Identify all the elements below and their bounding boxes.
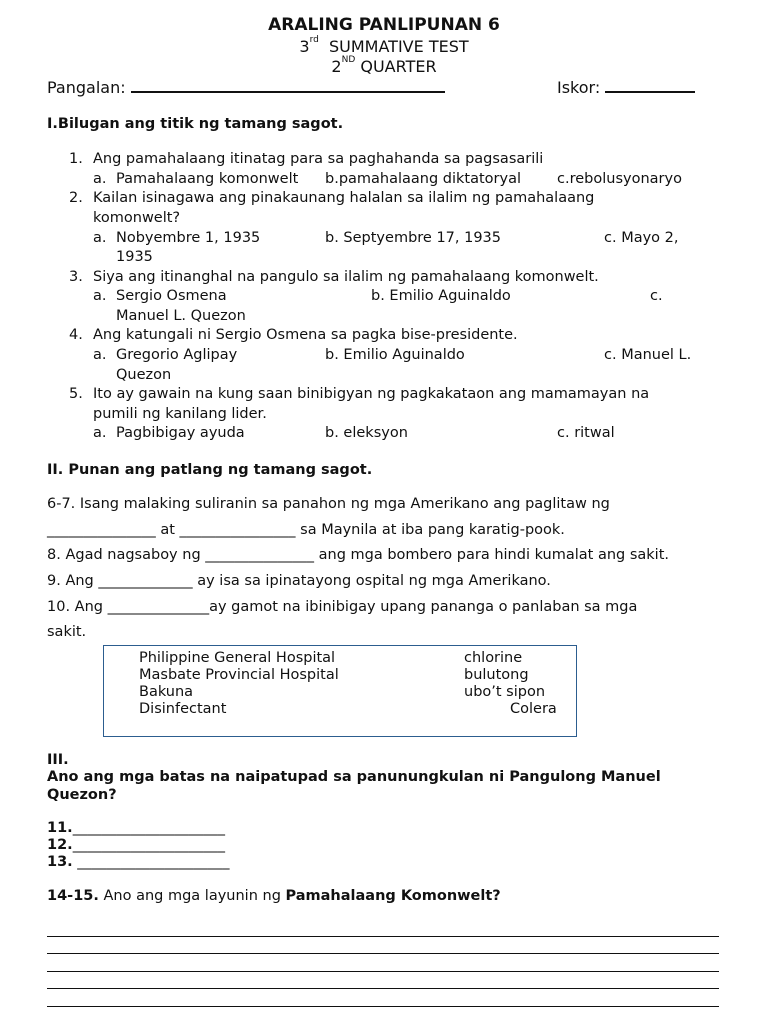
q67-tail: sa Maynila at iba pang karatig-pook. xyxy=(300,522,565,538)
q4-choice-b: b. Emilio Aguinaldo xyxy=(325,347,465,363)
q5-text-line1: Ito ay gawain na kung saan binibigyan ng pagkakataon ang mamamayan na xyxy=(93,386,650,402)
q5-choice-c: c. ritwal xyxy=(557,425,615,441)
part3-question: Ano ang mga batas na naipatupad sa panunungkulan ni Pangulong Manuel xyxy=(47,769,661,785)
q1-choice-a: Pamahalaang komonwelt xyxy=(116,171,299,187)
part3-heading: III. xyxy=(47,752,69,768)
q6-blank[interactable]: _______________ xyxy=(47,522,156,538)
q4-text: Ang katungali ni Sergio Osmena sa pagka bise-presidente. xyxy=(93,327,518,343)
q10-blank[interactable]: ______________ xyxy=(107,599,210,615)
q10-line2: sakit. xyxy=(47,624,87,640)
answer-line-1[interactable] xyxy=(47,936,719,937)
q10-tail: ay gamot na ibinibigay upang pananga o panlaban sa mga xyxy=(209,599,638,615)
q10-line xyxy=(47,599,637,615)
q1415-text: Ano ang mga layunin ng xyxy=(103,888,281,904)
q1-number: 1. xyxy=(69,151,83,167)
test-subtitle xyxy=(0,37,768,56)
test-title: ARALING PANLIPUNAN 6 xyxy=(268,15,500,35)
q1415-bold-text: Pamahalaang Komonwelt? xyxy=(285,888,501,904)
q2-choice-c-cont: 1935 xyxy=(116,249,153,265)
q2-a-letter: a. xyxy=(93,230,107,246)
q4-choice-c-cont: Quezon xyxy=(116,367,172,383)
quarter-line xyxy=(0,57,768,76)
q4-a-letter: a. xyxy=(93,347,107,363)
q4-number: 4. xyxy=(69,327,83,343)
q5-choice-b: b. eleksyon xyxy=(325,425,408,441)
q3-a-letter: a. xyxy=(93,288,107,304)
answer-12-blank[interactable]: _____________________ xyxy=(72,837,225,853)
test-label: SUMMATIVE TEST xyxy=(329,37,469,56)
q2-text-line2: komonwelt? xyxy=(93,210,181,226)
q3-choice-a: Sergio Osmena xyxy=(116,288,227,304)
q1-a-letter: a. xyxy=(93,171,107,187)
q9-blank[interactable]: _____________ xyxy=(98,573,193,589)
part1-heading: I.Bilugan ang titik ng tamang sagot. xyxy=(47,116,344,132)
choice-left-2: Masbate Provincial Hospital xyxy=(139,667,339,683)
q2-choice-b: b. Septyembre 17, 1935 xyxy=(325,230,502,246)
q2-number: 2. xyxy=(69,190,83,206)
choice-right-2: bulutong xyxy=(464,667,529,683)
name-label: Pangalan: xyxy=(47,78,126,97)
answer-line-5[interactable] xyxy=(47,1006,719,1007)
test-number: 3 xyxy=(299,37,310,56)
q8-start: 8. Agad nagsaboy ng xyxy=(47,547,201,563)
q8-tail: ang mga bombero para hindi kumalat ang sakit. xyxy=(318,547,669,563)
q8-line xyxy=(47,547,669,563)
choice-left-3: Bakuna xyxy=(139,684,194,700)
q2-text-line1: Kailan isinagawa ang pinakaunang halalan sa ilalim ng pamahalaang xyxy=(93,190,595,206)
q5-text-line2: pumili ng kanilang lider. xyxy=(93,406,267,422)
q67-at: at xyxy=(160,522,175,538)
q3-text: Siya ang itinanghal na pangulo sa ilalim ng pamahalaang komonwelt. xyxy=(93,269,599,285)
name-row xyxy=(47,77,445,97)
answer-12 xyxy=(47,837,225,853)
choice-right-1: chlorine xyxy=(464,650,523,666)
score-label: Iskor: xyxy=(557,78,601,97)
q3-choice-b: b. Emilio Aguinaldo xyxy=(371,288,511,304)
q5-choice-a: Pagbibigay ayuda xyxy=(116,425,245,441)
answer-11-blank[interactable]: _____________________ xyxy=(72,820,225,836)
q2-choice-a: Nobyembre 1, 1935 xyxy=(116,230,261,246)
answer-13 xyxy=(47,854,230,870)
q3-choice-c: c. xyxy=(650,288,663,304)
q1-choice-c: c.rebolusyonaryo xyxy=(557,171,682,187)
choice-right-4: Colera xyxy=(510,701,557,717)
q67-line2 xyxy=(47,522,565,538)
q3-choice-c-cont: Manuel L. Quezon xyxy=(116,308,246,324)
q1-choice-b: b.pamahalaang diktatoryal xyxy=(325,171,522,187)
test-number-suffix: rd xyxy=(309,35,319,45)
choice-right-3: ubo’t sipon xyxy=(464,684,546,700)
answer-line-3[interactable] xyxy=(47,971,719,972)
q10-start: 10. Ang xyxy=(47,599,103,615)
score-field[interactable] xyxy=(605,77,695,93)
q2-choice-c: c. Mayo 2, xyxy=(604,230,679,246)
score-row xyxy=(557,77,695,97)
q3-number: 3. xyxy=(69,269,83,285)
answer-11-number: 11. xyxy=(47,820,73,836)
name-field[interactable] xyxy=(131,77,445,93)
q67-line1: 6-7. Isang malaking suliranin sa panahon ng mga Amerikano ang paglitaw ng xyxy=(47,496,610,512)
answer-13-number: 13. xyxy=(47,854,73,870)
q1415-line xyxy=(47,888,501,904)
q4-choice-a: Gregorio Aglipay xyxy=(116,347,238,363)
q8-blank[interactable]: _______________ xyxy=(205,547,315,563)
answer-13-blank[interactable]: _____________________ xyxy=(77,854,230,870)
q7-blank[interactable]: ________________ xyxy=(179,522,296,538)
q9-tail: ay isa sa ipinatayong ospital ng mga Amerikano. xyxy=(197,573,551,589)
q9-start: 9. Ang xyxy=(47,573,94,589)
choice-left-1: Philippine General Hospital xyxy=(139,650,336,666)
q5-a-letter: a. xyxy=(93,425,107,441)
answer-11 xyxy=(47,820,225,836)
part2-heading: II. Punan ang patlang ng tamang sagot. xyxy=(47,462,373,478)
q5-number: 5. xyxy=(69,386,83,402)
q9-line xyxy=(47,573,551,589)
answer-line-2[interactable] xyxy=(47,953,719,954)
answer-12-number: 12. xyxy=(47,837,73,853)
quarter-label: QUARTER xyxy=(360,57,437,76)
q4-choice-c: c. Manuel L. xyxy=(604,347,692,363)
part3-question-line2: Quezon? xyxy=(47,787,117,803)
quarter-suffix: ND xyxy=(341,55,356,65)
q1415-number: 14-15. xyxy=(47,888,99,904)
quarter-number: 2 xyxy=(331,57,342,76)
q1-text: Ang pamahalaang itinatag para sa paghahanda sa pagsasarili xyxy=(93,151,544,167)
choice-left-4: Disinfectant xyxy=(139,701,227,717)
answer-line-4[interactable] xyxy=(47,988,719,989)
